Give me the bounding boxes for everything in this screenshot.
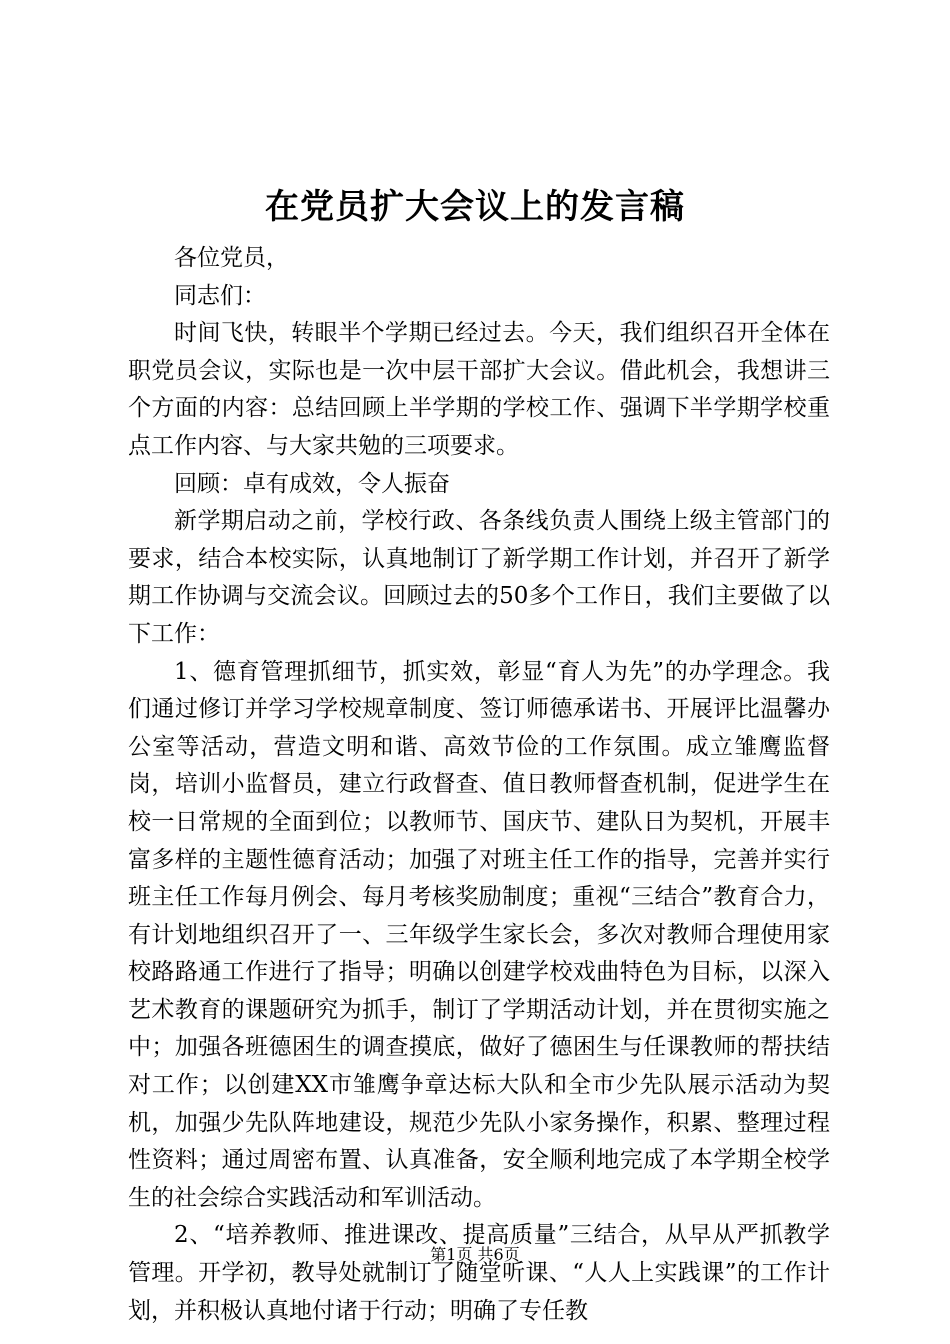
section-heading-review: 回顾：卓有成效，令人振奋 [174, 470, 450, 497]
document-body [128, 240, 830, 1330]
paragraph-new-semester: 新学期启动之前，学校行政、各条线负责人围绕上级主管部门的要求，结合本校实际，认真地制订了新学期工作计划，并召开了新学期工作协调与交流会议。回顾过去的50多个工作日，我们主要做了以下工作： [128, 508, 830, 647]
paragraph-item-2-teaching: 2、“培养教师、推进课改、提高质量”三结合，从早从严抓教学管理。开学初，教导处就制订了随堂听课、“人人上实践课”的工作计划，并积极认真地付诸于行动；明确了专任教 [128, 1222, 830, 1324]
paragraph-item-1-moral-education: 1、德育管理抓细节，抓实效，彰显“育人为先”的办学理念。我们通过修订并学习学校规章制度、签订师德承诺书、开展评比温馨办公室等活动，营造文明和谐、高效节俭的工作氛围。成立雏鹰监督岗，培训小监督员，建立行政督查、值日教师督查机制，促进学生在校一日常规的全面到位；以教师节、国庆节、建队日为契机，开展丰富多样的主题性德育活动；加强了对班主任工作的指导，完善并实行班主任工作每月例会、每月考核奖励制度；重视“三结合”教育合力，有计划地组织召开了一、三年级学生家长会，多次对教师合理使用家校路路通工作进行了指导；明确以创建学校戏曲特色为目标，以深入艺术教育的课题研究为抓手，制订了学期活动计划，并在贯彻实施之中；加强各班德困生的调查摸底，做好了德困生与任课教师的帮扶结对工作；以创建XX市雏鹰争章达标大队和全市少先队展示活动为契机，加强少先队阵地建设，规范少先队小家务操作，积累、整理过程性资料；通过周密布置、认真准备，安全顺利地完成了本学期全校学生的社会综合实践活动和军训活动。 [128, 658, 830, 1211]
paragraph-salutation-2: 同志们： [174, 282, 266, 309]
page-footer: 第1页 共6页 [430, 1245, 520, 1264]
paragraph-intro: 时间飞快，转眼半个学期已经过去。今天，我们组织召开全体在职党员会议，实际也是一次中层干部扩大会议。借此机会，我想讲三个方面的内容：总结回顾上半学期的学校工作、强调下半学期学校重点工作内容、与大家共勉的三项要求。 [128, 320, 830, 459]
document-title: 在党员扩大会议上的发言稿 [265, 187, 685, 227]
paragraph-salutation-1: 各位党员， [174, 245, 289, 271]
